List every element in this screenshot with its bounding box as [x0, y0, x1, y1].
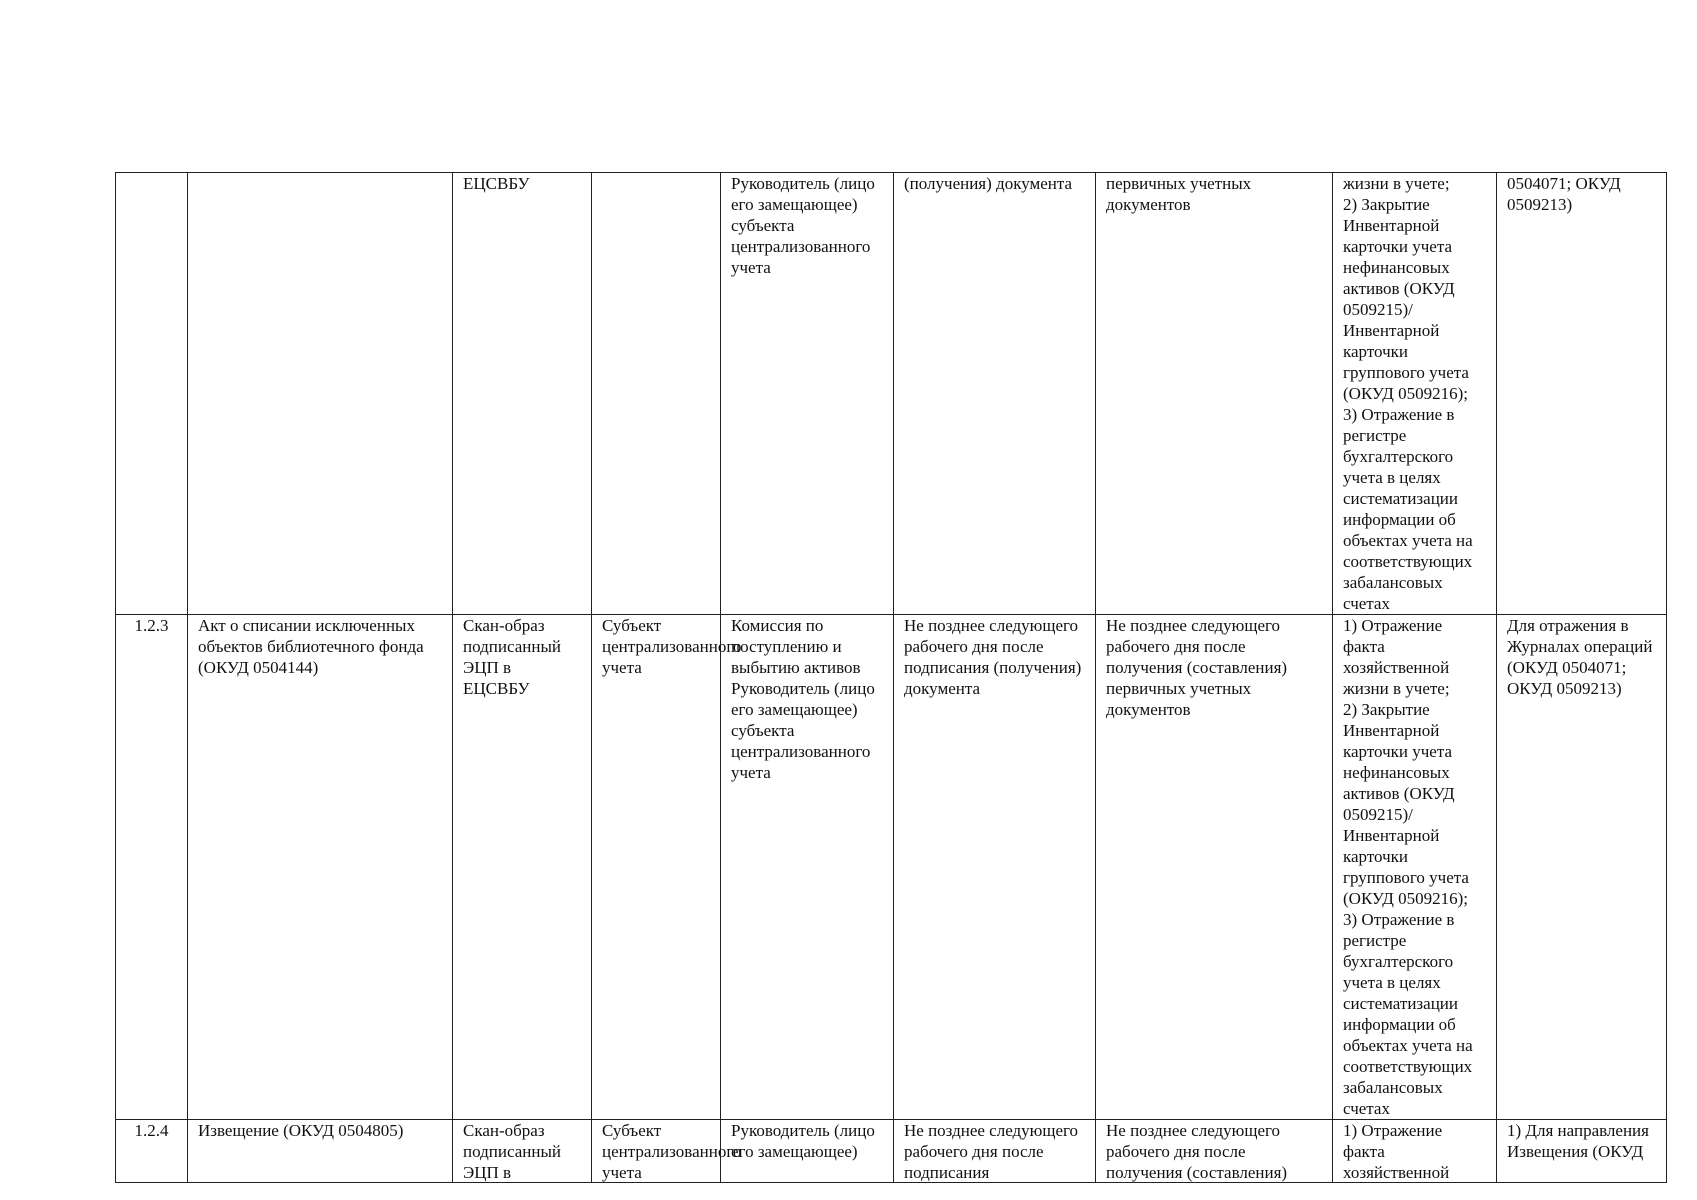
- signer-cell: Комиссия по поступлению и выбытию активов Руководитель (лицо его замещающее) субъекта централизованного учета: [721, 615, 894, 1120]
- signer-cell: Руководитель (лицо его замещающее) субъекта централизованного учета: [721, 173, 894, 615]
- row-number: 1.2.4: [116, 1120, 188, 1183]
- purpose-cell: 1) Для направления Извещения (ОКУД: [1497, 1120, 1667, 1183]
- creator-cell: [592, 173, 721, 615]
- document-form-cell: Скан-образ подписанный ЭЦП в: [453, 1120, 592, 1183]
- row-number: [116, 173, 188, 615]
- signer-cell: Руководитель (лицо его замещающее): [721, 1120, 894, 1183]
- submission-term-cell: (получения) документа: [894, 173, 1096, 615]
- actions-cell: 1) Отражение факта хозяйственной: [1333, 1120, 1497, 1183]
- submission-term-cell: Не позднее следующего рабочего дня после подписания: [894, 1120, 1096, 1183]
- purpose-cell: Для отражения в Журналах операций (ОКУД 0504071; ОКУД 0509213): [1497, 615, 1667, 1120]
- submission-term-cell: Не позднее следующего рабочего дня после подписания (получения) документа: [894, 615, 1096, 1120]
- document-name-cell: [188, 173, 453, 615]
- creator-cell: Субъект централизованного учета: [592, 1120, 721, 1183]
- processing-term-cell: Не позднее следующего рабочего дня после получения (составления) первичных учетных документов: [1096, 615, 1333, 1120]
- table-row: [116, 1120, 1667, 1183]
- processing-term-cell: Не позднее следующего рабочего дня после получения (составления): [1096, 1120, 1333, 1183]
- table-row: [116, 173, 1667, 615]
- document-name-cell: Акт о списании исключенных объектов библиотечного фонда (ОКУД 0504144): [188, 615, 453, 1120]
- table-row: [116, 615, 1667, 1120]
- document-form-cell: ЕЦСВБУ: [453, 173, 592, 615]
- document-form-cell: Скан-образ подписанный ЭЦП в ЕЦСВБУ: [453, 615, 592, 1120]
- creator-cell: Субъект централизованного учета: [592, 615, 721, 1120]
- actions-cell: 1) Отражение факта хозяйственной жизни в учете; 2) Закрытие Инвентарной карточки учета нефинансовых активов (ОКУД 0509215)/Инвентарной карточки группового учета (ОКУД 0509216); 3) Отражение в регистре бухгалтерского учета в целях систематизации информации об объектах учета на соответствующих забалансовых счетах: [1333, 615, 1497, 1120]
- row-number: 1.2.3: [116, 615, 188, 1120]
- processing-term-cell: первичных учетных документов: [1096, 173, 1333, 615]
- document-table: [115, 172, 1667, 1183]
- actions-cell: жизни в учете; 2) Закрытие Инвентарной карточки учета нефинансовых активов (ОКУД 0509215)/Инвентарной карточки группового учета (ОКУД 0509216); 3) Отражение в регистре бухгалтерского учета в целях систематизации информации об объектах учета на соответствующих забалансовых счетах: [1333, 173, 1497, 615]
- document-name-cell: Извещение (ОКУД 0504805): [188, 1120, 453, 1183]
- purpose-cell: 0504071; ОКУД 0509213): [1497, 173, 1667, 615]
